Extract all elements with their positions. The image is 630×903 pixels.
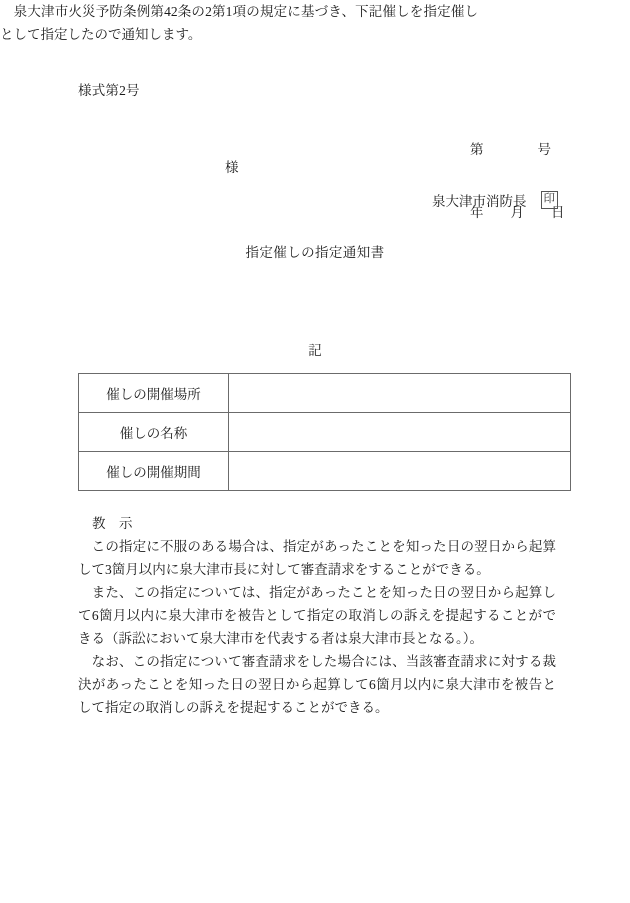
table-value-event-name[interactable] bbox=[229, 413, 571, 452]
issuer-line bbox=[432, 190, 558, 210]
table-value-venue[interactable] bbox=[229, 374, 571, 413]
seal-stamp-icon: 印 bbox=[541, 191, 559, 210]
notice-paragraph-3: なお、この指定について審査請求をした場合には、当該審査請求に対する裁決があったことを知った日の翌日から起算して6箇月以内に泉大津市を被告として指定の取消しの訴えを提起することができる。 bbox=[78, 654, 556, 715]
body-paragraph: 泉大津市火災予防条例第42条の2第1項の規定に基づき、下記催しを指定催しとして指定したので通知します。 bbox=[0, 4, 478, 42]
table-row bbox=[79, 413, 571, 452]
table-label-event-name: 催しの名称 bbox=[79, 413, 229, 452]
table-label-venue: 催しの開催場所 bbox=[79, 374, 229, 413]
form-number: 様式第2号 bbox=[78, 83, 140, 98]
page-title: 指定催しの指定通知書 bbox=[245, 245, 385, 260]
ki-marker: 記 bbox=[308, 343, 322, 358]
document-number-block bbox=[470, 97, 565, 265]
table-value-period[interactable] bbox=[229, 452, 571, 491]
notice-paragraph-1: この指定に不服のある場合は、指定があったことを知った日の翌日から起算して3箇月以内に泉大津市長に対して審査請求をすることができる。 bbox=[78, 539, 556, 577]
event-info-table bbox=[78, 373, 571, 491]
table-row bbox=[79, 452, 571, 491]
notice-paragraph-2: また、この指定については、指定があったことを知った日の翌日から起算して6箇月以内に泉大津市を被告として指定の取消しの訴えを提起することができる（訴訟において泉大津市を代表する者は泉大津市長となる。）。 bbox=[78, 585, 556, 646]
addressee-suffix: 様 bbox=[225, 160, 239, 175]
issuer-name: 泉大津市消防長 bbox=[432, 194, 527, 209]
table-row bbox=[79, 374, 571, 413]
table-label-period: 催しの開催期間 bbox=[79, 452, 229, 491]
notice-heading: 教 示 bbox=[92, 516, 133, 531]
notice-section bbox=[78, 512, 556, 719]
document-number-line: 第 号 bbox=[470, 142, 551, 157]
date-line: 年 月 日 bbox=[470, 205, 565, 220]
